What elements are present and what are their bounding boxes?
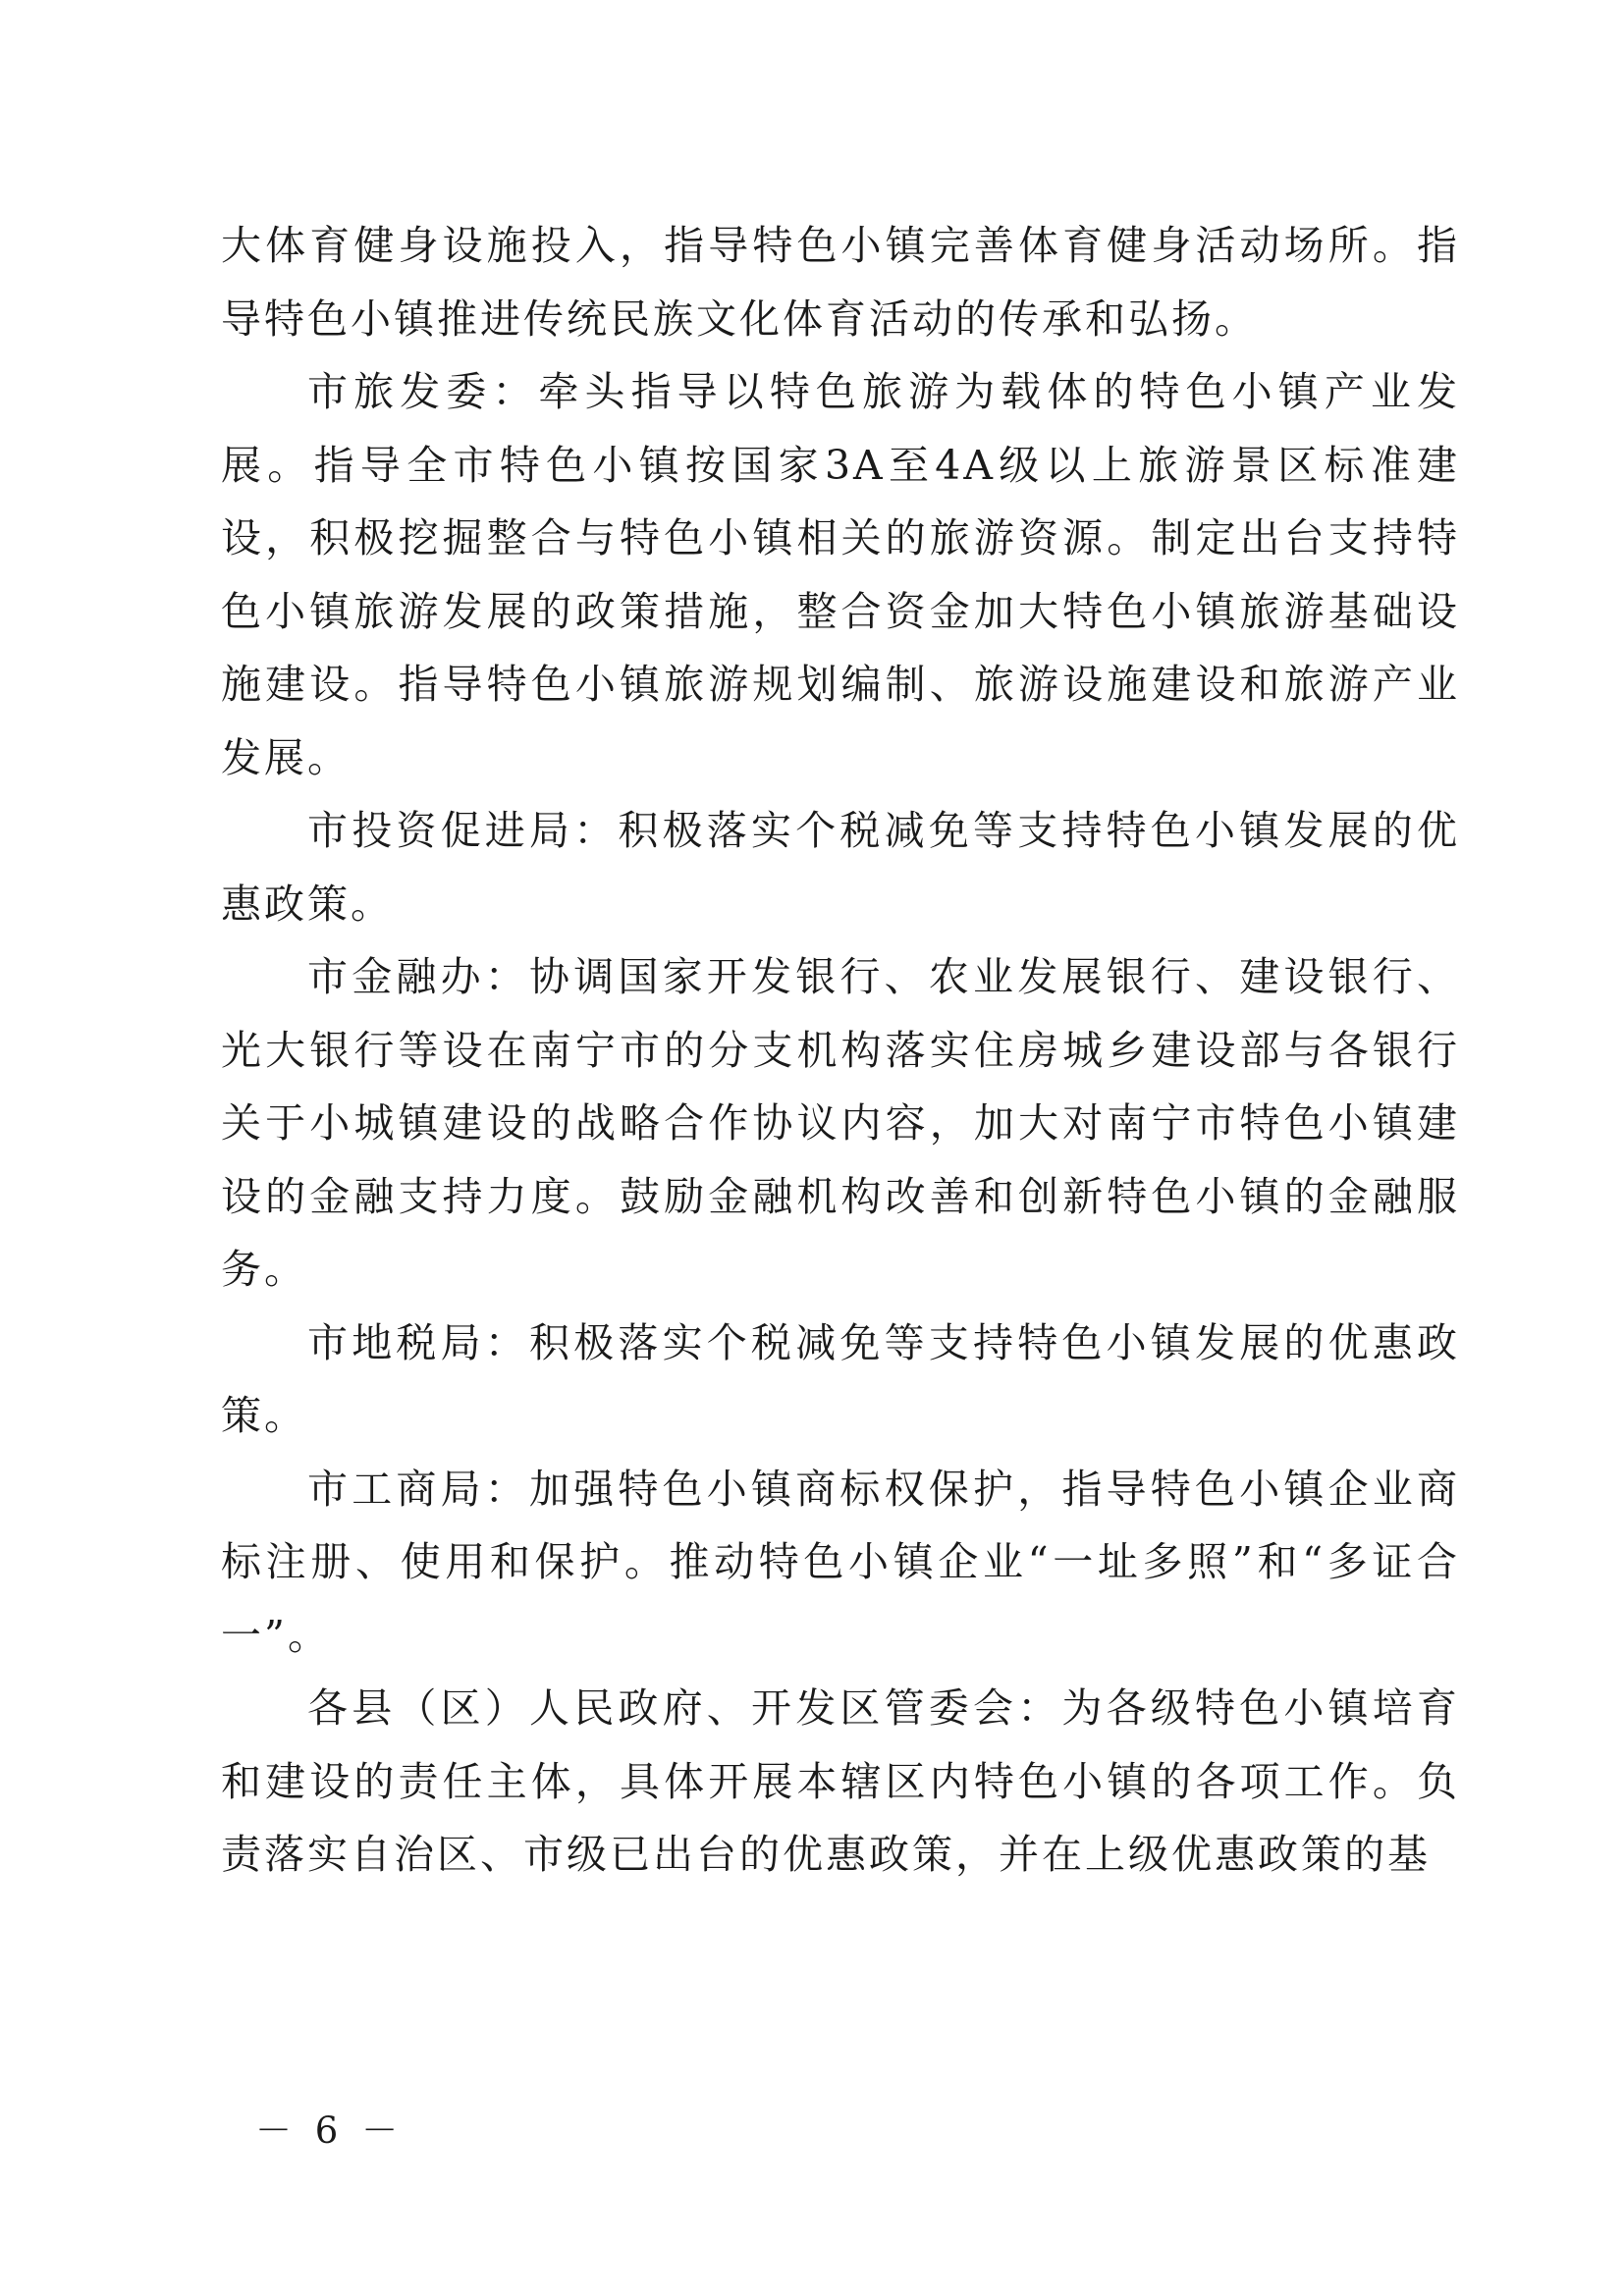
paragraph-tourism-committee: 市旅发委：牵头指导以特色旅游为载体的特色小镇产业发展。指导全市特色小镇按国家3A至4A级以上旅游景区标准建设，积极挖掘整合与特色小镇相关的旅游资源。制定出台支持特色小镇旅游发展的政策措施，整合资金加大特色小镇旅游基础设施建设。指导特色小镇旅游规划编制、旅游设施建设和旅游产业发展。 [221,368,1460,781]
paragraph-local-tax-bureau: 市地税局：积极落实个税减免等支持特色小镇发展的优惠政策。 [221,1318,1460,1439]
page-number: － 6 － [255,2109,405,2152]
paragraph-investment-promotion-bureau: 市投资促进局：积极落实个税减免等支持特色小镇发展的优惠政策。 [221,807,1460,928]
paragraph-finance-office: 市金融办：协调国家开发银行、农业发展银行、建设银行、光大银行等设在南宁市的分支机构落实住房城乡建设部与各银行关于小城镇建设的战略合作协议内容，加大对南宁市特色小镇建设的金融支持力度。鼓励金融机构改善和创新特色小镇的金融服务。 [221,953,1460,1293]
document-body [221,209,1460,1892]
paragraph-sports-facilities: 大体育健身设施投入，指导特色小镇完善体育健身活动场所。指导特色小镇推进传统民族文化体育活动的传承和弘扬。 [221,222,1460,343]
paragraph-county-governments: 各县（区）人民政府、开发区管委会：为各级特色小镇培育和建设的责任主体，具体开展本辖区内特色小镇的各项工作。负责落实自治区、市级已出台的优惠政策，并在上级优惠政策的基 [221,1684,1460,1878]
paragraph-industry-commerce-bureau: 市工商局：加强特色小镇商标权保护，指导特色小镇企业商标注册、使用和保护。推动特色小镇企业“一址多照”和“多证合一”。 [221,1465,1460,1659]
